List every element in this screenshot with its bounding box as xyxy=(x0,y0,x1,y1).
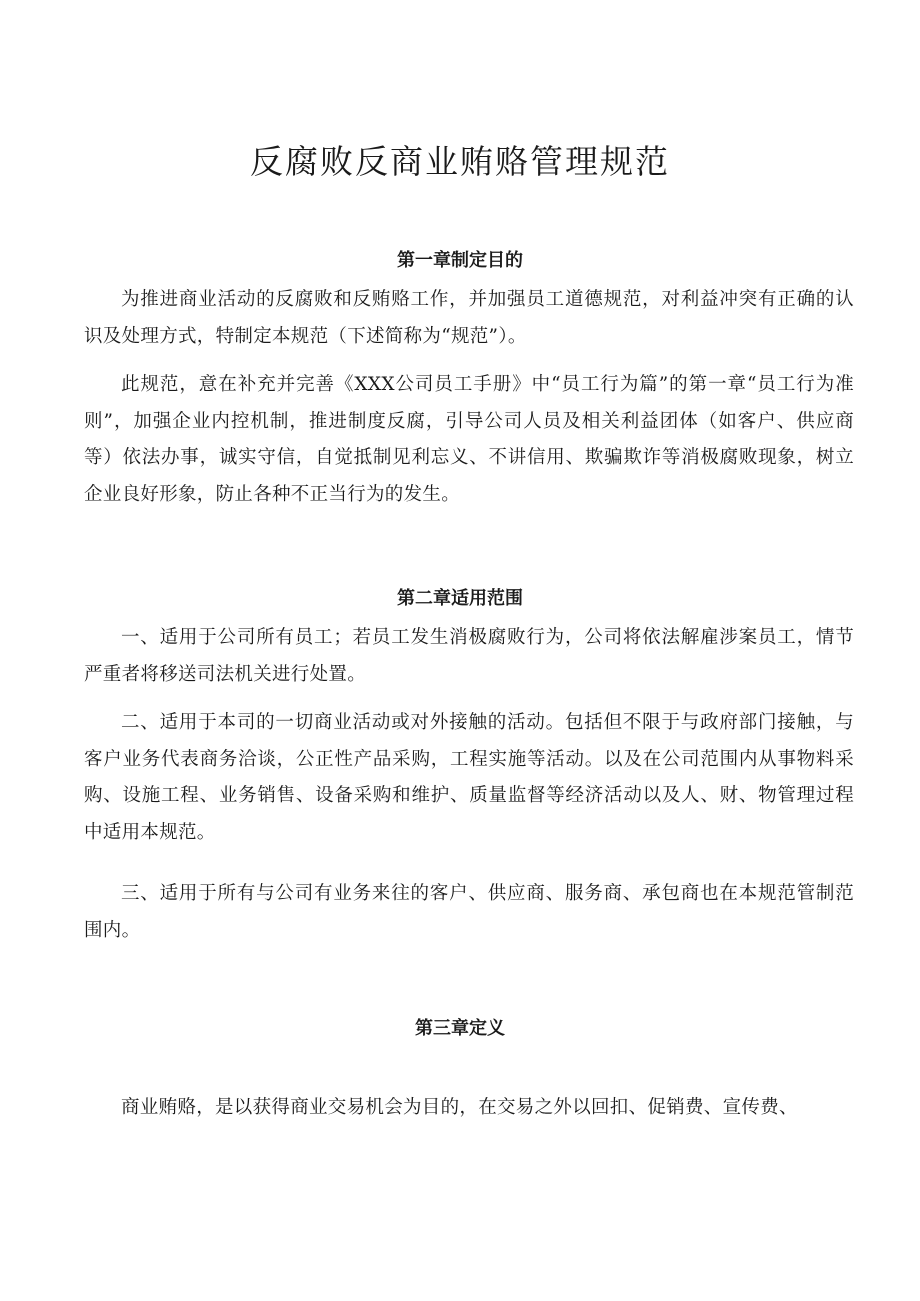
chapter-1-paragraph-1: 为推进商业活动的反腐败和反贿赂工作，并加强员工道德规范，对利益冲突有正确的认识及处理方式，特制定本规范（下述简称为“规范”）。 xyxy=(84,289,854,347)
chapter-1-heading: 第一章制定目的 xyxy=(397,250,523,271)
chapter-2-paragraph-1: 一、适用于公司所有员工；若员工发生消极腐败行为，公司将依法解雇涉案员工，情节严重者将移送司法机关进行处置。 xyxy=(84,627,854,685)
chapter-3-heading: 第三章定义 xyxy=(415,1018,505,1039)
document-title: 反腐败反商业贿赂管理规范 xyxy=(250,142,670,181)
chapter-2-heading: 第二章适用范围 xyxy=(397,588,523,609)
chapter-3-paragraph-1: 商业贿赂，是以获得商业交易机会为目的，在交易之外以回扣、促销费、宣传费、 xyxy=(121,1097,798,1118)
chapter-2-paragraph-2: 二、适用于本司的一切商业活动或对外接触的活动。包括但不限于与政府部门接触，与客户业务代表商务洽谈，公正性产品采购，工程实施等活动。以及在公司范围内从事物料采购、设施工程、业务销售、设备采购和维护、质量监督等经济活动以及人、财、物管理过程中适用本规范。 xyxy=(84,712,854,843)
chapter-1-paragraph-2: 此规范，意在补充并完善《XXX公司员工手册》中“员工行为篇”的第一章“员工行为准则”，加强企业内控机制，推进制度反腐，引导公司人员及相关利益团体（如客户、供应商等）依法办事，诚实守信，自觉抵制见利忘义、不讲信用、欺骗欺诈等消极腐败现象，树立企业良好形象，防止各种不正当行为的发生。 xyxy=(84,374,854,505)
chapter-2-paragraph-3: 三、适用于所有与公司有业务来往的客户、供应商、服务商、承包商也在本规范管制范围内。 xyxy=(84,883,854,941)
